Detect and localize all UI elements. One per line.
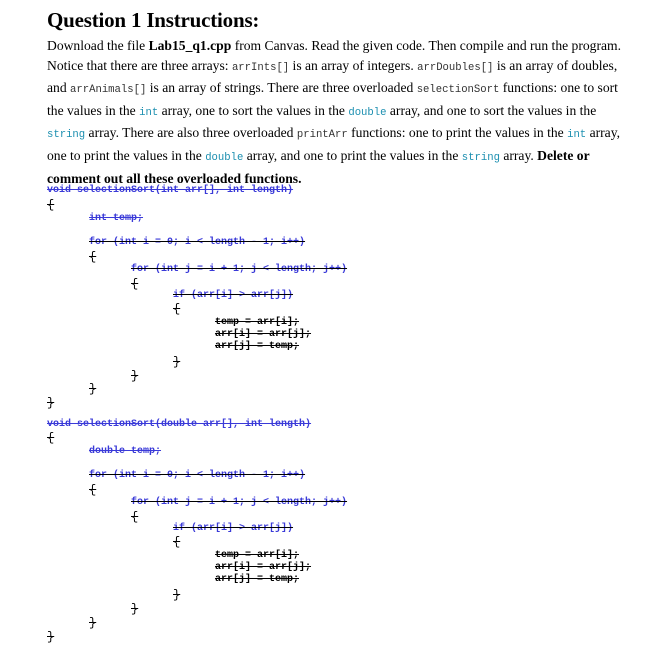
code-stmt-2-2: arr[i] = arr[j]; [215,562,312,573]
code-decl: int temp; [89,213,144,224]
inline-code-string-2: string [461,151,500,164]
code-inner-open-2: { [131,510,139,524]
inline-code-string: string [47,129,86,142]
instructions-section [47,6,637,188]
code-stmt-1: temp = arr[i]; [215,317,300,328]
code-signature-2: void selectionSort(double arr[], int length) [47,419,312,430]
code-outer-for: for (int i = 0; i < length - 1; i++) [89,237,306,248]
code-outer-close-2: } [89,616,97,630]
instructions-paragraph: Download the file Lab15_q1.cpp from Canvas. Read the given code. Then compile and run the program. Notice that there are three arrays: arrInts[] is an array of integers. arrDoubles[] is an array of doubles, and arrAnimals[] is an array of strings. There are three overloaded selectionSort functions: one to sort the values in the int array, one to sort the values in the double array, and one to sort the values in the string array. There are also three overloaded printArr functions: one to print the values in the int array, one to print the values in the double array, and one to print the values in the string array. Delete or comment out all these overloaded functions. [47,38,621,186]
code-inner-close: } [131,369,139,383]
code-outer-open-2: { [89,483,97,497]
code-signature: void selectionSort(int arr[], int length) [47,185,294,196]
code-outer-for-2: for (int i = 0; i < length - 1; i++) [89,470,306,481]
code-stmt-3: arr[j] = temp; [215,341,300,352]
code-if: if (arr[i] > arr[j]) [173,290,294,301]
inline-code-int-2: int [567,129,587,142]
code-close-brace-2: } [47,630,55,644]
code-open-brace: { [47,198,55,212]
inline-code-double: double [348,106,387,119]
code-if-open: { [173,302,181,316]
inline-code-selection-sort: selectionSort [416,84,500,97]
inline-code-int: int [139,106,159,119]
code-close-brace: } [47,396,55,410]
inline-code-arr-ints: arrInts[] [231,61,290,74]
code-outer-open: { [89,250,97,264]
code-inner-open: { [131,277,139,291]
code-stmt-2: arr[i] = arr[j]; [215,329,312,340]
code-decl-2: double temp; [89,446,162,457]
code-if-open-2: { [173,535,181,549]
code-if-2: if (arr[i] > arr[j]) [173,523,294,534]
code-stmt-1-2: temp = arr[i]; [215,550,300,561]
inline-code-print-arr: printArr [296,129,348,142]
code-outer-close: } [89,382,97,396]
filename: Lab15_q1.cpp [148,38,232,53]
code-if-close-2: } [173,588,181,602]
code-open-brace-2: { [47,431,55,445]
code-inner-for-2: for (int j = i + 1; j < length; j++) [131,497,348,508]
code-inner-for: for (int j = i + 1; j < length; j++) [131,264,348,275]
code-stmt-3-2: arr[j] = temp; [215,574,300,585]
code-inner-close-2: } [131,602,139,616]
code-if-close: } [173,355,181,369]
inline-code-arr-animals: arrAnimals[] [70,84,147,97]
bold-instruction: Delete or comment out all these overloaded functions. [47,147,590,186]
inline-code-arr-doubles: arrDoubles[] [417,61,494,74]
inline-code-double-2: double [205,151,244,164]
page-title: Question 1 Instructions: [47,8,260,32]
